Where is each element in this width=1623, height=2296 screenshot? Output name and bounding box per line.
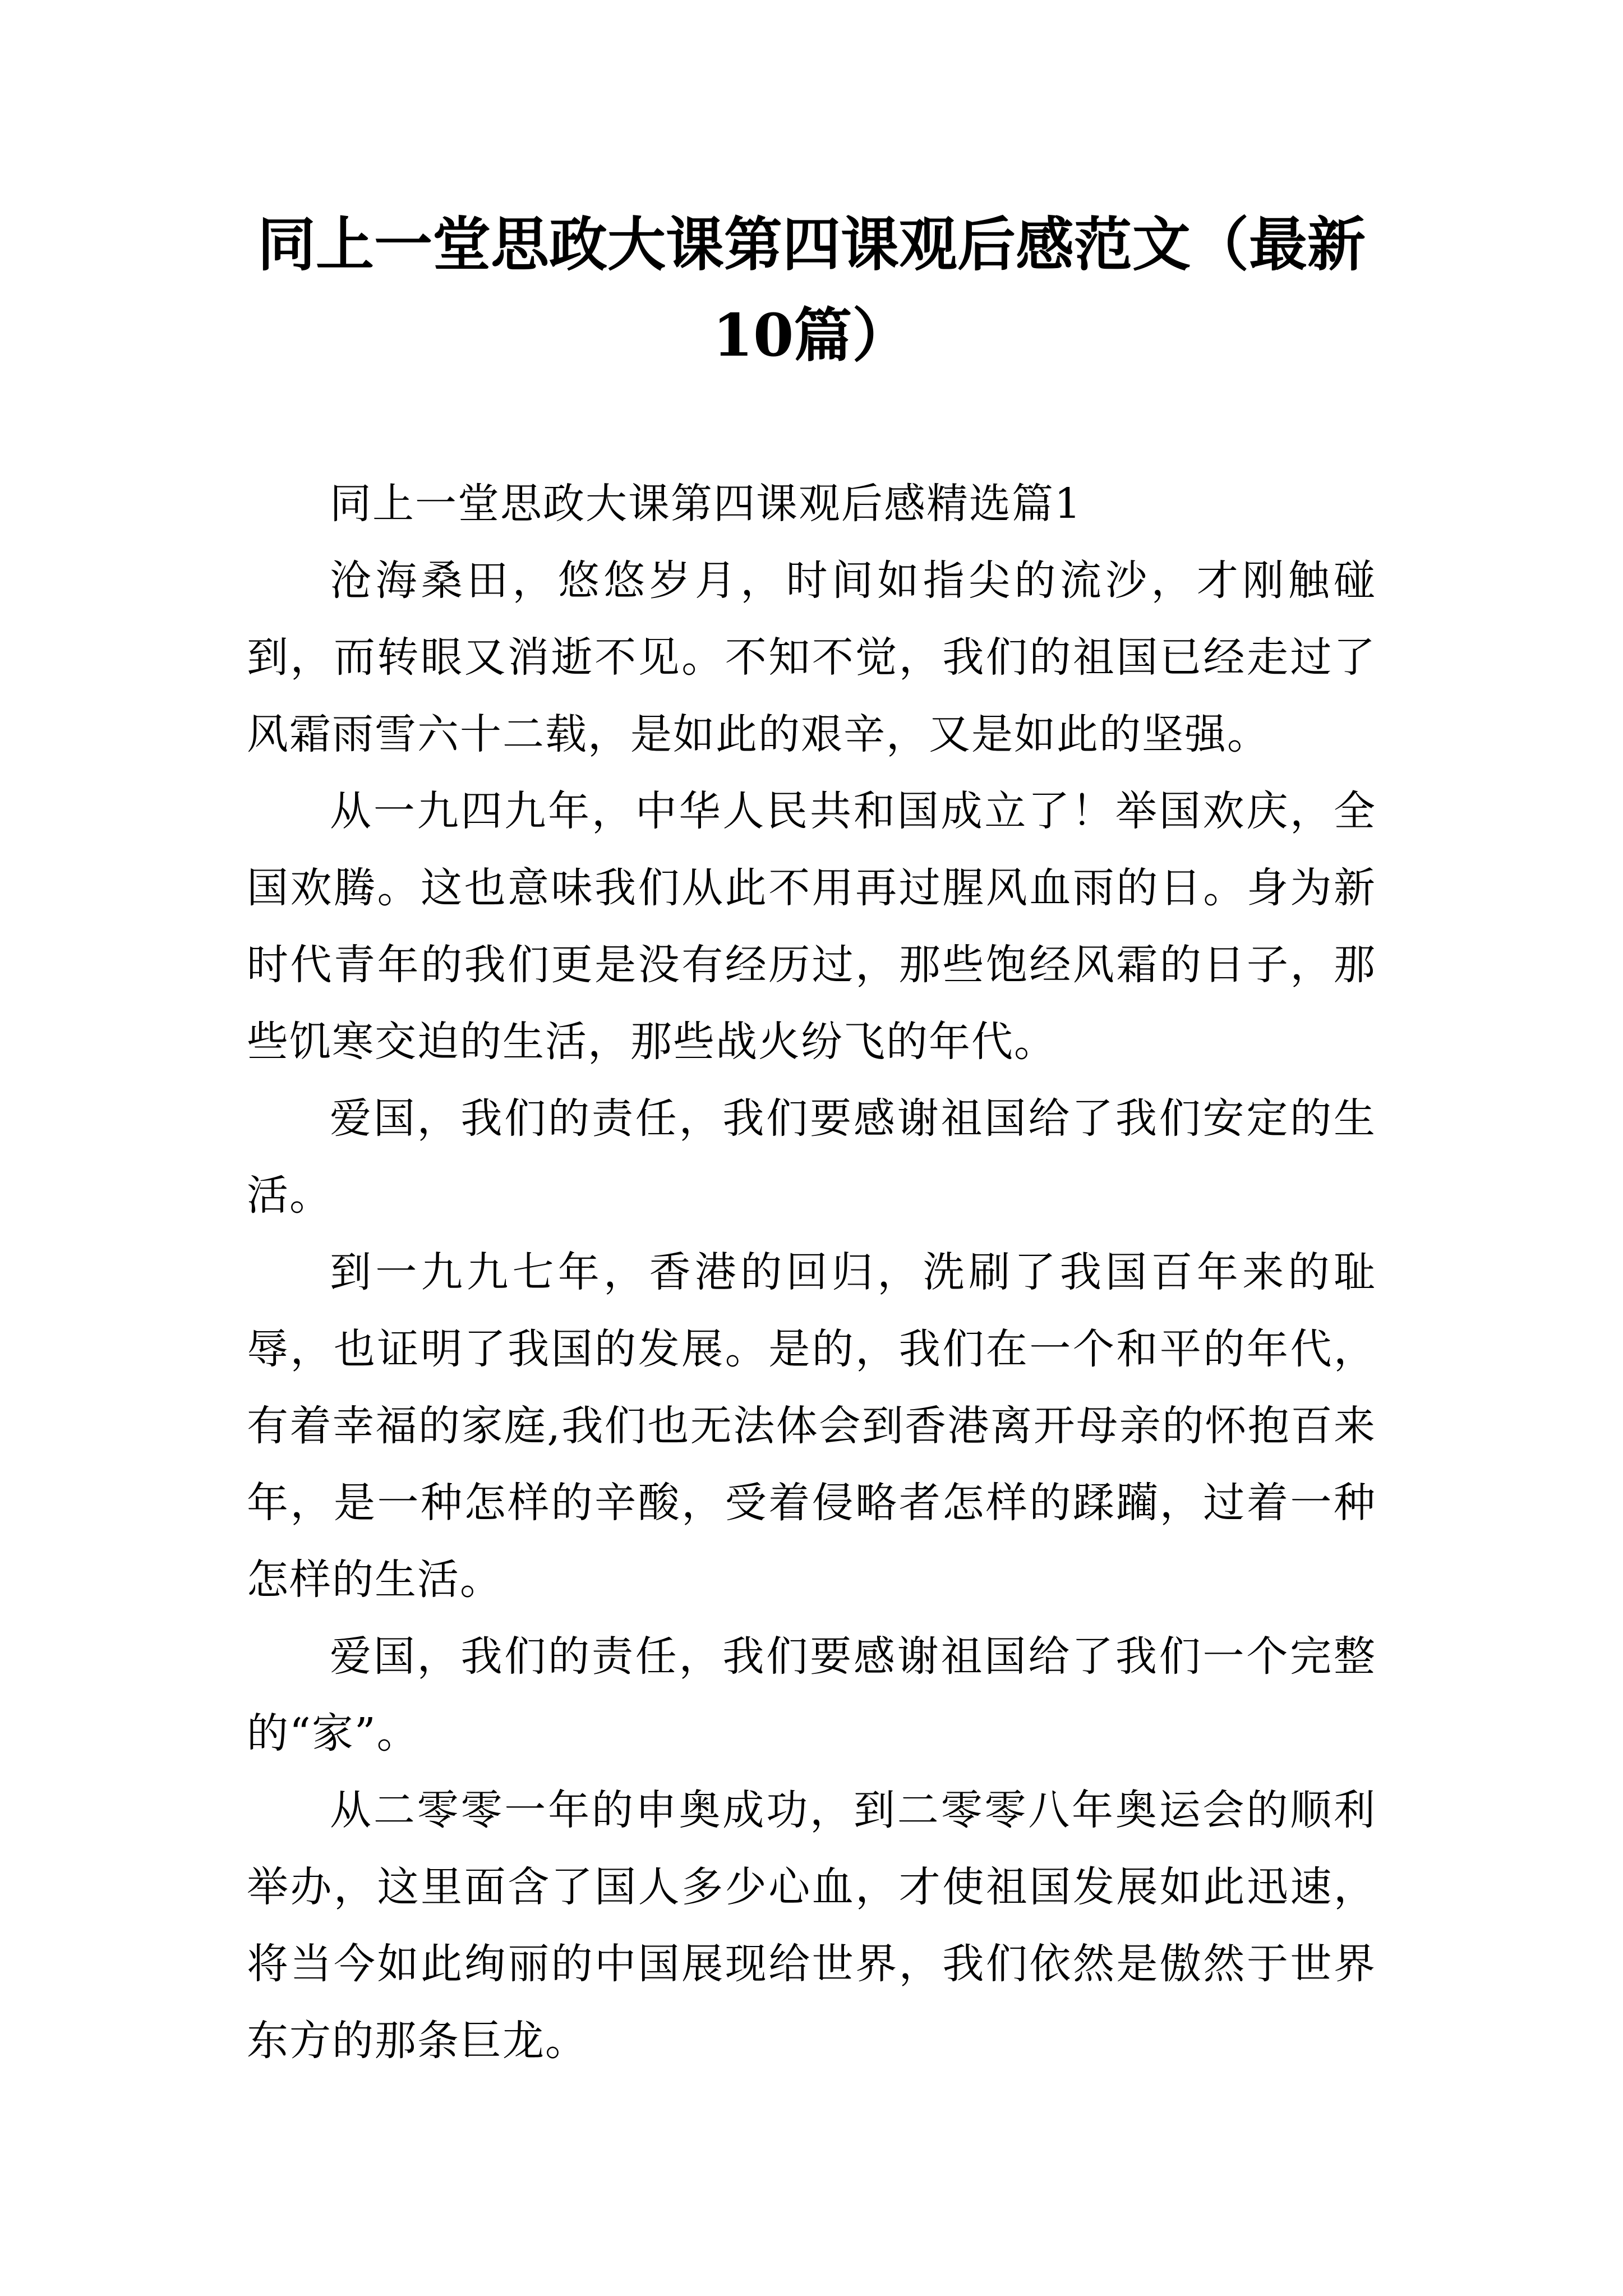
paragraph: 沧海桑田，悠悠岁月，时间如指尖的流沙，才刚触碰到，而转眼又消逝不见。不知不觉，我们的祖国已经走过了风霜雨雪六十二载，是如此的艰辛，又是如此的坚强。	[247, 556, 1376, 758]
paragraph: 从二零零一年的申奥成功，到二零零八年奥运会的顺利举办，这里面含了国人多少心血，才使祖国发展如此迅速，将当今如此绚丽的中国展现给世界，我们依然是傲然于世界东方的那条巨龙。	[247, 1786, 1376, 2065]
paragraph: 爱国，我们的责任，我们要感谢祖国给了我们安定的生活。	[247, 1094, 1376, 1220]
paragraph: 爱国，我们的责任，我们要感谢祖国给了我们一个完整的“家”。	[247, 1632, 1376, 1757]
document-body	[247, 466, 1376, 2079]
paragraph: 从一九四九年，中华人民共和国成立了！举国欢庆，全国欢腾。这也意味我们从此不用再过腥风血雨的日。身为新时代青年的我们更是没有经历过，那些饱经风霜的日子，那些饥寒交迫的生活，那些战火纷飞的年代。	[247, 787, 1376, 1066]
section-heading: 同上一堂思政大课第四课观后感精选篇1	[330, 480, 1082, 528]
document-title: 同上一堂思政大课第四课观后感范文（最新10篇）	[257, 210, 1366, 370]
paragraph: 到一九九七年，香港的回归，洗刷了我国百年来的耻辱，也证明了我国的发展。是的，我们在一个和平的年代，有着幸福的家庭,我们也无法体会到香港离开母亲的怀抱百来年，是一种怎样的辛酸，受着侵略者怎样的蹂躏，过着一种怎样的生活。	[247, 1248, 1376, 1604]
